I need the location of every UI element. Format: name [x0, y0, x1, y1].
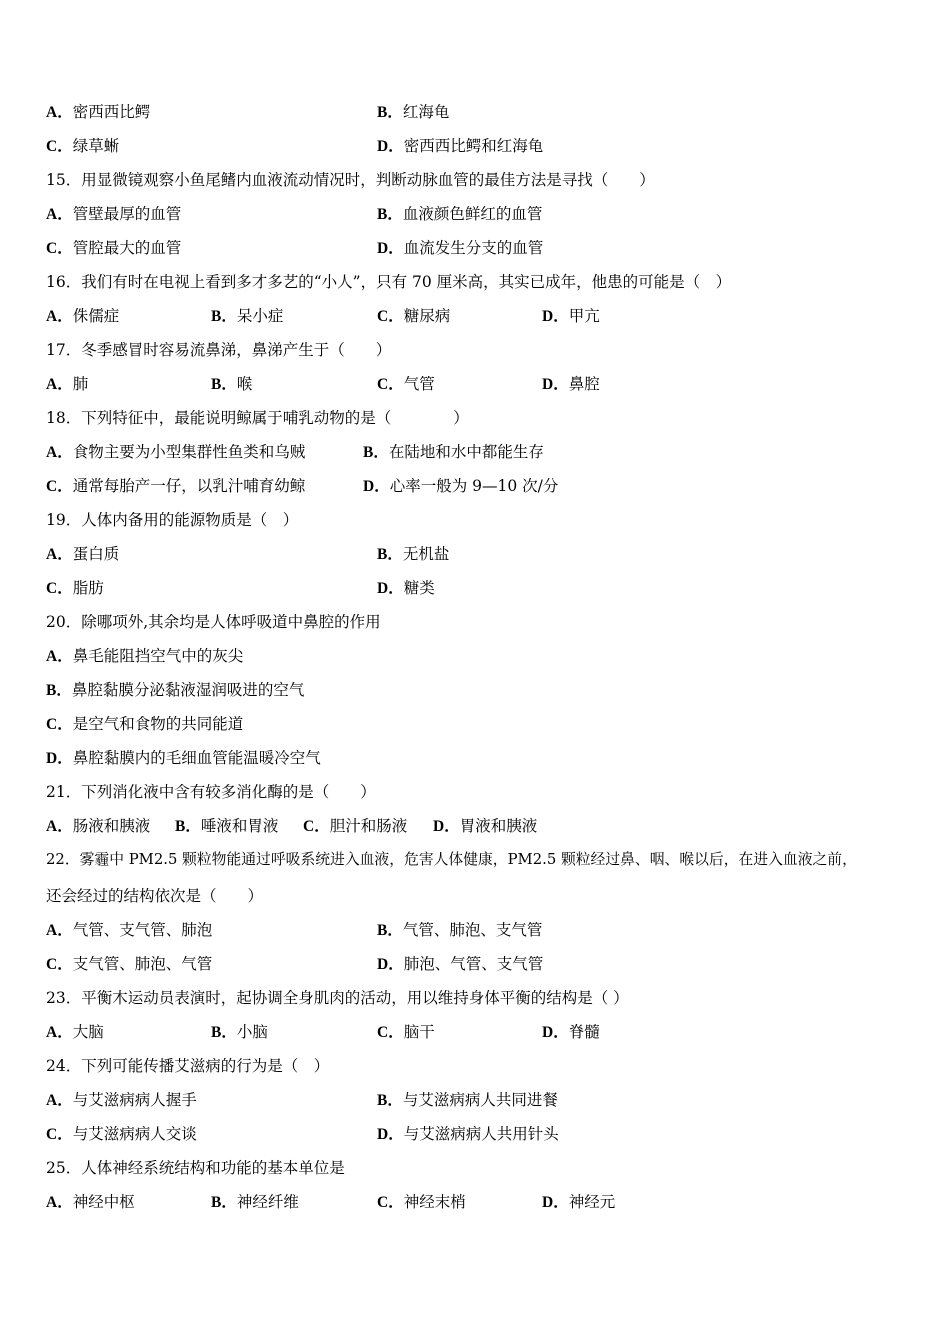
q18-option-b: B．在陆地和水中都能生存 — [363, 443, 544, 461]
q15-option-d: D．血流发生分支的血管 — [377, 239, 544, 257]
q15-stem: 15．用显微镜观察小鱼尾鳍内血液流动情况时，判断动脉血管的最佳方法是寻找（ ） — [46, 171, 655, 189]
q18-option-a: A．食物主要为小型集群性鱼类和乌贼 — [46, 443, 306, 461]
q20-option-c: C．是空气和食物的共同能道 — [46, 715, 244, 733]
q17-option-c: C．气管 — [377, 375, 435, 393]
q24-option-a: A．与艾滋病病人握手 — [46, 1091, 197, 1109]
q15-option-c: C．管腔最大的血管 — [46, 239, 182, 257]
q16-option-a: A．侏儒症 — [46, 307, 120, 325]
q21-option-a: A．肠液和胰液 — [46, 817, 151, 835]
q22-stem-line1: 22．雾霾中 PM2.5 颗粒物能通过呼吸系统进入血液，危害人体健康，PM2.5 颗粒经过鼻、咽、喉以后，在进入血液之前， — [46, 851, 857, 868]
q18-option-c: C．通常每胎产一仔，以乳汁哺育幼鲸 — [46, 477, 306, 495]
q20-option-b: B．鼻腔黏膜分泌黏液湿润吸进的空气 — [46, 681, 305, 699]
q15-option-b: B．血液颜色鲜红的血管 — [377, 205, 543, 223]
q17-stem: 17．冬季感冒时容易流鼻涕，鼻涕产生于（ ） — [46, 341, 392, 359]
q19-option-b: B．无机盐 — [377, 545, 450, 563]
q21-option-c: C．胆汁和肠液 — [303, 817, 408, 835]
q22-option-c: C．支气管、肺泡、气管 — [46, 955, 213, 973]
q22-stem-line2: 还会经过的结构依次是（ ） — [46, 887, 264, 905]
q14-option-b: B．红海龟 — [377, 103, 450, 121]
q21-stem: 21．下列消化液中含有较多消化酶的是（ ） — [46, 783, 376, 801]
q14-option-c: C．绿草蜥 — [46, 137, 120, 155]
q19-option-d: D．糖类 — [377, 579, 435, 597]
q21-option-b: B．唾液和胃液 — [175, 817, 279, 835]
q24-option-b: B．与艾滋病病人共同进餐 — [377, 1091, 558, 1109]
q23-option-b: B．小脑 — [211, 1023, 268, 1041]
q25-option-d: D．神经元 — [542, 1193, 616, 1211]
q21-option-d: D．胃液和胰液 — [433, 817, 538, 835]
q16-option-b: B．呆小症 — [211, 307, 284, 325]
q22-option-d: D．肺泡、气管、支气管 — [377, 955, 544, 973]
q23-option-d: D．脊髓 — [542, 1023, 600, 1041]
q20-option-d: D．鼻腔黏膜内的毛细血管能温暖冷空气 — [46, 749, 321, 767]
q25-stem: 25．人体神经系统结构和功能的基本单位是 — [46, 1159, 345, 1177]
q19-option-a: A．蛋白质 — [46, 545, 120, 563]
q19-option-c: C．脂肪 — [46, 579, 104, 597]
q14-option-d: D．密西西比鳄和红海龟 — [377, 137, 544, 155]
q18-option-d: D．心率一般为 9—10 次/分 — [363, 477, 559, 495]
q23-option-c: C．脑干 — [377, 1023, 435, 1041]
q25-option-c: C．神经末梢 — [377, 1193, 466, 1211]
q14-option-a: A．密西西比鳄 — [46, 103, 151, 121]
q23-option-a: A．大脑 — [46, 1023, 104, 1041]
q18-stem: 18．下列特征中，最能说明鲸属于哺乳动物的是（ ） — [46, 409, 469, 427]
q17-option-a: A．肺 — [46, 375, 89, 393]
q15-option-a: A．管壁最厚的血管 — [46, 205, 182, 223]
q25-option-a: A．神经中枢 — [46, 1193, 135, 1211]
q19-stem: 19．人体内备用的能源物质是（ ） — [46, 511, 299, 529]
q22-option-b: B．气管、肺泡、支气管 — [377, 921, 543, 939]
q16-option-d: D．甲亢 — [542, 307, 600, 325]
q17-option-d: D．鼻腔 — [542, 375, 600, 393]
q23-stem: 23．平衡木运动员表演时，起协调全身肌肉的活动，用以维持身体平衡的结构是（ ） — [46, 989, 629, 1007]
q25-option-b: B．神经纤维 — [211, 1193, 299, 1211]
q22-option-a: A．气管、支气管、肺泡 — [46, 921, 213, 939]
q24-option-d: D．与艾滋病病人共用针头 — [377, 1125, 559, 1143]
q16-option-c: C．糖尿病 — [377, 307, 451, 325]
q24-stem: 24．下列可能传播艾滋病的行为是（ ） — [46, 1057, 330, 1075]
q24-option-c: C．与艾滋病病人交谈 — [46, 1125, 197, 1143]
q16-stem: 16．我们有时在电视上看到多才多艺的“小人”，只有 70 厘米高，其实已成年，他患的可能是（ ） — [46, 273, 732, 291]
q17-option-b: B．喉 — [211, 375, 253, 393]
q20-option-a: A．鼻毛能阻挡空气中的灰尖 — [46, 647, 244, 665]
q20-stem: 20．除哪项外,其余均是人体呼吸道中鼻腔的作用 — [46, 613, 381, 631]
